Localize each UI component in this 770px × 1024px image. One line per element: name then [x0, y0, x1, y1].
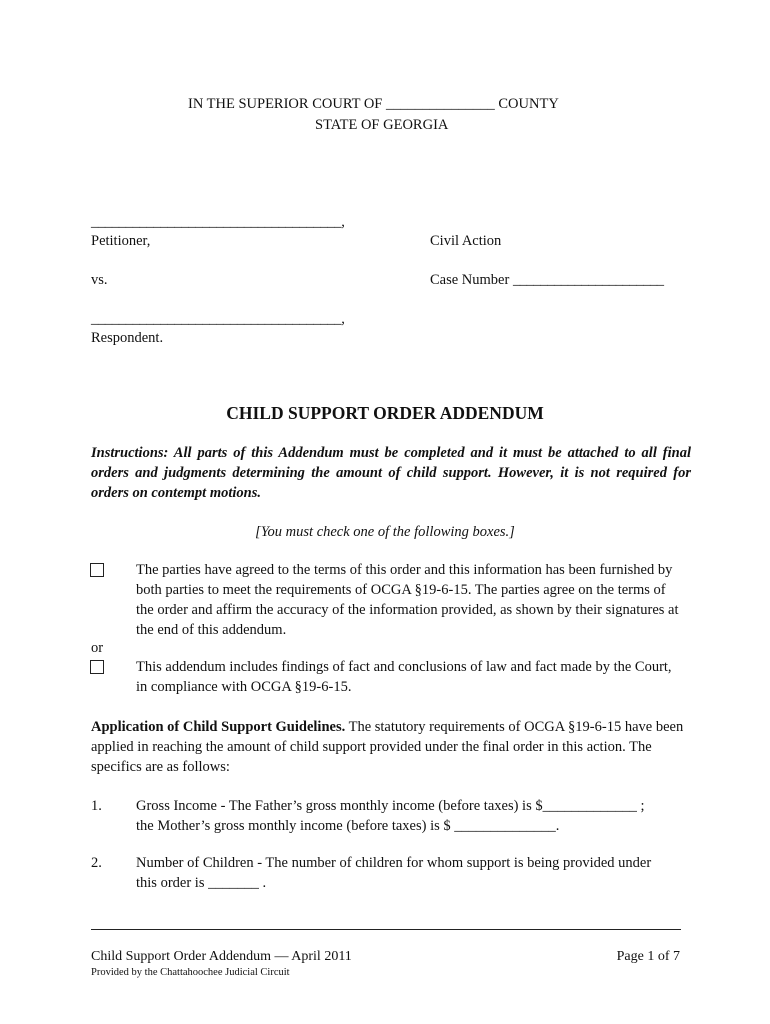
agreed-option-text: The parties have agreed to the terms of this order and this information has been furnished by both parties to meet the requirements of OCGA §19-6-15. The parties agree on the terms of the order and affirm the accuracy of the information provided, as shown by their signatures at the end of this addendum. [136, 562, 679, 638]
civil-action-label: Civil Action [430, 233, 502, 249]
respondent-label: Respondent. [91, 330, 164, 346]
case-number-blank: ______________________ [512, 272, 664, 288]
application-body: The statutory requirements of OCGA §19-6-15 have been applied in reaching the amount of child support provided under the final order in this action. The specifics are as follows: [91, 719, 684, 775]
state-line: STATE OF GEORGIA [315, 117, 449, 133]
page-number: Page 1 of 7 [616, 949, 680, 964]
instructions: Instructions: All parts of this Addendum must be completed and it must be attached to all final orders and judgments determining the amount of child support. However, it is not required for orders on contempt motions. [91, 445, 691, 501]
petitioner-label: Petitioner, [91, 233, 151, 249]
document-title: CHILD SUPPORT ORDER ADDENDUM [226, 403, 544, 423]
vs-label: vs. [91, 272, 108, 288]
court-findings-option-text: This addendum includes findings of fact and conclusions of law and fact made by the Court, in compliance with OCGA §19-6-15. [136, 659, 672, 695]
case-number-label: Case Number [430, 272, 510, 288]
check-note: [You must check one of the following boxes.] [255, 524, 515, 540]
gross-income-line-2: the Mother’s gross monthly income (before taxes) is $ ______________. [136, 818, 560, 834]
item-number-2: 2. [91, 855, 102, 871]
or-label: or [91, 640, 104, 656]
petitioner-blank: ____________________________________, [91, 214, 345, 230]
item-number-1: 1. [91, 798, 102, 814]
court-prefix: IN THE SUPERIOR COURT OF [188, 96, 383, 112]
court-findings-checkbox[interactable] [90, 660, 104, 674]
footer-sub: Provided by the Chattahoochee Judicial Circuit [91, 967, 290, 978]
county-blank: _______________ [386, 96, 495, 112]
case-number-line [430, 270, 664, 290]
application-paragraph [91, 717, 685, 777]
gross-income-line-1: Gross Income - The Father’s gross monthly income (before taxes) is $_____________ ; [136, 798, 645, 814]
footer-divider [91, 929, 681, 930]
respondent-blank: ____________________________________, [91, 311, 345, 327]
number-of-children-line-2: this order is _______ . [136, 875, 267, 891]
footer-left: Child Support Order Addendum — April 2011 [91, 949, 352, 964]
court-header-line [188, 94, 559, 114]
application-heading: Application of Child Support Guidelines. [91, 719, 346, 735]
county-label: COUNTY [498, 96, 559, 112]
agreed-checkbox[interactable] [90, 563, 104, 577]
number-of-children-line-1: Number of Children - The number of children for whom support is being provided under [136, 855, 652, 871]
